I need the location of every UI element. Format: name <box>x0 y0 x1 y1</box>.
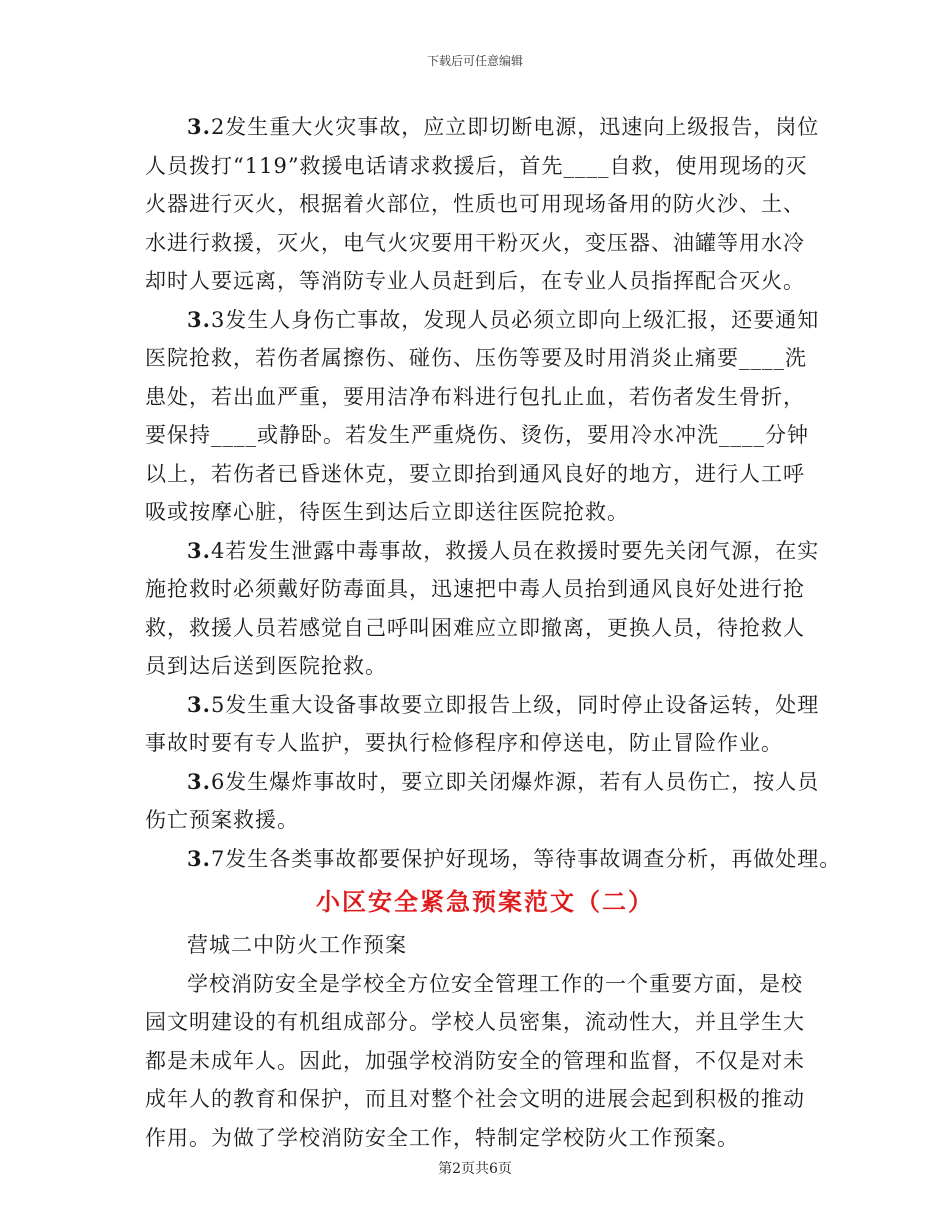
section-number: 3. <box>187 114 211 139</box>
text-line: 4若发生泄露中毒事故，救援人员在救援时要先关闭气源，在实 <box>210 538 820 563</box>
text-line: 事故时要有专人监护，要执行检修程序和停送电，防止冒险作业。 <box>145 731 783 755</box>
text-line: 人员拨打“119”救援电话请求救援后，首先____自救，使用现场的灭 <box>145 153 808 178</box>
paragraph-3-2 <box>145 108 825 301</box>
text-line: 5发生重大设备事故要立即报告上级，同时停止设备运转，处理 <box>210 692 820 717</box>
text-line: 6发生爆炸事故时，要立即关闭爆炸源，若有人员伤亡，按人员 <box>210 769 820 794</box>
section-number: 3. <box>187 768 211 794</box>
text-line: 火器进行灭火，根据着火部位，性质也可用现场备用的防火沙、土、 <box>145 192 805 216</box>
text-line: 医院抢救，若伤者属擦伤、碰伤、压伤等要及时用消炎止痛要____洗 <box>145 346 807 370</box>
text-line: 作用。为做了学校消防安全工作，特制定学校防火工作预案。 <box>145 1125 739 1150</box>
paragraph-3-3 <box>145 301 825 532</box>
section-number: 3. <box>187 845 211 871</box>
text-line: 员到达后送到医院抢救。 <box>145 654 387 678</box>
paragraph-3-5 <box>145 686 825 763</box>
subtitle: 营城二中防火工作预案 <box>187 933 407 957</box>
page-footer: 第2页共6页 <box>438 1161 512 1177</box>
section-title: 小区安全紧急预案范文（二） <box>316 887 654 916</box>
text-line: 园文明建设的有机组成部分。学校人员密集，流动性大，并且学生大 <box>145 1010 805 1034</box>
text-line: 成年人的教育和保护，而且对整个社会文明的进展会起到积极的推动 <box>145 1087 805 1111</box>
text-line: 伤亡预案救援。 <box>145 808 299 832</box>
text-line: 水进行救援，灭火，电气火灾要用干粉灭火，变压器、油罐等用水冷 <box>145 230 805 255</box>
text-line: 患处，若出血严重，要用洁净布料进行包扎止血，若伤者发生骨折， <box>145 384 805 409</box>
section-number: 3. <box>187 691 211 717</box>
document-body <box>145 108 842 1157</box>
section-number: 3. <box>187 537 211 563</box>
page-header: 下载后可任意编辑 <box>426 54 523 68</box>
text-line: 施抢救时必须戴好防毒面具，迅速把中毒人员抬到通风良好处进行抢 <box>145 577 805 601</box>
paragraph-3-4 <box>145 532 825 686</box>
text-line: 7发生各类事故都要保护好现场，等待事故调查分析，再做处理。 <box>210 846 842 871</box>
text-line: 吸或按摩心脏，待医生到达后立即送往医院抢救。 <box>145 500 629 524</box>
paragraph-3-6 <box>145 763 825 840</box>
section-number: 3. <box>187 306 211 332</box>
text-line: 以上，若伤者已昏迷休克，要立即抬到通风良好的地方，进行人工呼 <box>145 461 805 486</box>
paragraph-3-7 <box>145 840 842 879</box>
text-line: 2发生重大火灾事故，应立即切断电源，迅速向上级报告，岗位 <box>210 115 820 139</box>
text-line: 救，救援人员若感觉自己呼叫困难应立即撤离，更换人员，待抢救人 <box>145 615 805 640</box>
text-line: 学校消防安全是学校全方位安全管理工作的一个重要方面，是校 <box>187 971 803 996</box>
text-line: 要保持____或静卧。若发生严重烧伤、烫伤，要用冷水冲洗____分钟 <box>145 423 809 447</box>
intro-paragraph <box>145 965 825 1158</box>
text-line: 却时人要远离，等消防专业人员赶到后，在专业人员指挥配合灭火。 <box>145 269 805 293</box>
text-line: 3发生人身伤亡事故，发现人员必须立即向上级汇报，还要通知 <box>210 307 820 332</box>
text-line: 都是未成年人。因此，加强学校消防安全的管理和监督，不仅是对未 <box>145 1048 805 1073</box>
